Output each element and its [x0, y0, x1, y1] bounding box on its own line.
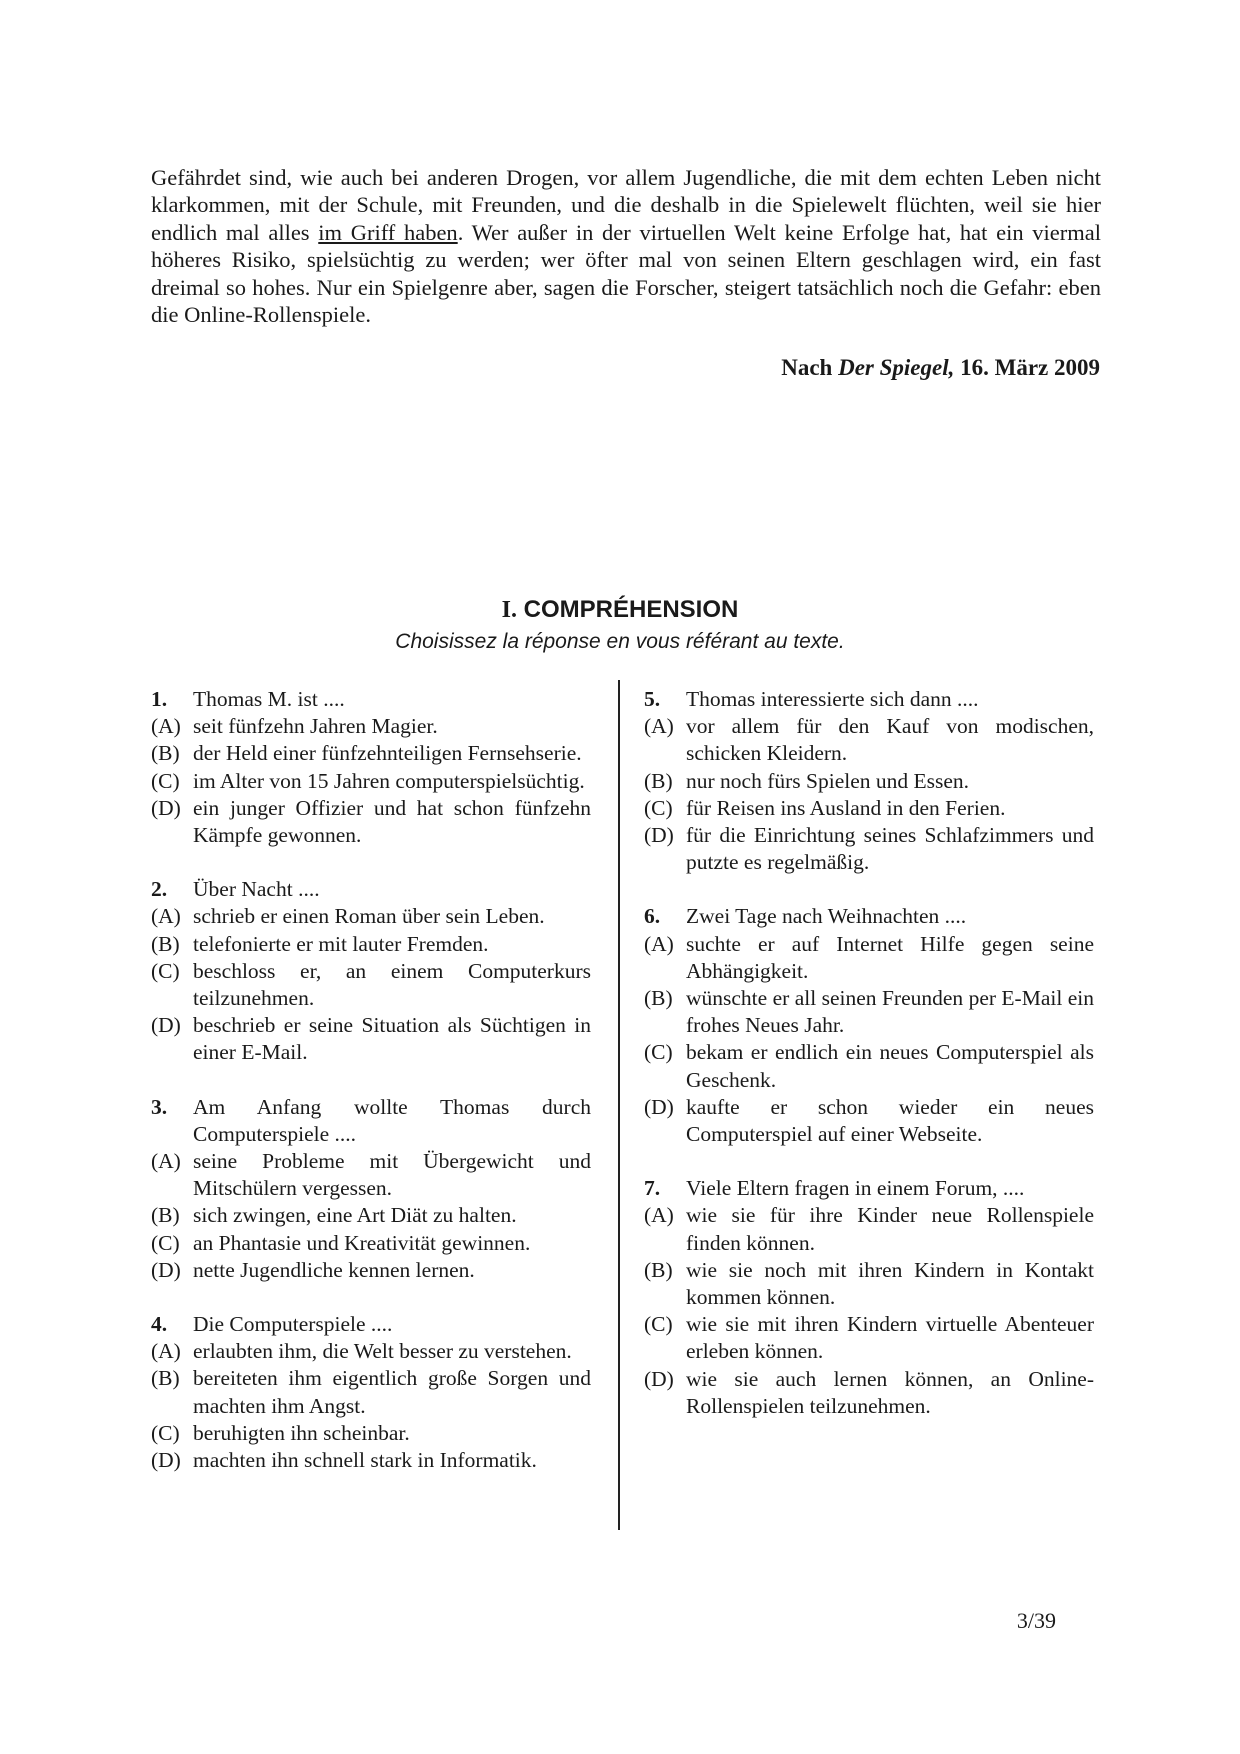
option-label: (C) [151, 958, 180, 983]
question-stem: Viele Eltern fragen in einem Forum, .... [686, 1176, 1025, 1201]
question-4 [151, 1311, 591, 1474]
question-3 [151, 1094, 591, 1284]
option-text: sich zwingen, eine Art Diät zu halten. [193, 1203, 517, 1228]
answer-option [644, 1039, 1094, 1093]
option-label: (A) [151, 714, 181, 739]
answer-option [151, 1202, 591, 1229]
option-label: (A) [151, 1149, 181, 1174]
question-5 [644, 686, 1094, 876]
option-label: (B) [644, 1257, 673, 1282]
option-label: (C) [644, 795, 673, 820]
question-stem: Über Nacht .... [193, 877, 320, 902]
option-text: erlaubten ihm, die Welt besser zu verstehen. [193, 1339, 572, 1364]
answer-option [644, 768, 1094, 795]
option-text: kaufte er schon wieder ein neues Computerspiel auf einer Webseite. [686, 1094, 1094, 1147]
option-label: (B) [151, 1203, 180, 1228]
option-text: für Reisen ins Ausland in den Ferien. [686, 795, 1006, 820]
option-label: (B) [644, 986, 673, 1011]
question-number: 6. [644, 904, 661, 929]
option-text: bereiteten ihm eigentlich große Sorgen und machten ihm Angst. [193, 1366, 591, 1418]
option-text: machten ihn schnell stark in Informatik. [193, 1448, 537, 1473]
option-text: wie sie für ihre Kinder neue Rollenspiele finden können. [686, 1203, 1094, 1255]
question-stem: Am Anfang wollte Thomas durch Computerspiele .... [193, 1094, 591, 1146]
answer-option [151, 1365, 591, 1419]
answer-option [151, 740, 591, 767]
option-text: der Held einer fünfzehnteiligen Fernsehserie. [193, 741, 582, 766]
option-text: suchte er auf Internet Hilfe gegen seine Abhängigkeit. [686, 931, 1094, 983]
option-label: (B) [151, 741, 180, 766]
answer-option [644, 1094, 1094, 1148]
question-stem: Thomas M. ist .... [193, 687, 345, 711]
answer-option [151, 768, 591, 795]
source-publication: Der Spiegel, [838, 355, 955, 380]
intro-underlined-phrase: im Griff haben [318, 219, 458, 245]
answer-option [151, 713, 591, 740]
question-stem: Thomas interessierte sich dann .... [686, 687, 979, 711]
question-number: 5. [644, 687, 661, 711]
answer-option [644, 1311, 1094, 1365]
option-label: (A) [151, 1339, 181, 1364]
option-text: ein junger Offizier und hat schon fünfzehn Kämpfe gewonnen. [193, 795, 591, 848]
option-text: wie sie noch mit ihren Kindern in Kontakt kommen können. [686, 1257, 1094, 1310]
option-label: (C) [151, 1230, 180, 1255]
answer-option [151, 1447, 591, 1474]
intro-text-before: Gefährdet sind, wie auch bei anderen Drogen, vor allem Jugendliche, die mit dem echten Leben nicht klarkommen, mit der Schule, mit Freunden, und die deshalb in die Spielewelt flüchten, weil sie hier endlich mal alles [151, 165, 1101, 245]
option-text: nette Jugendliche kennen lernen. [193, 1257, 475, 1282]
option-label: (B) [644, 768, 673, 793]
option-text: beschrieb er seine Situation als Süchtigen in einer E-Mail. [193, 1013, 591, 1065]
page-number: 3/39 [1016, 1608, 1056, 1633]
question-number: 2. [151, 877, 168, 902]
question-number: 1. [151, 687, 168, 711]
source-prefix: Nach [781, 355, 839, 380]
option-label: (C) [151, 1420, 180, 1445]
option-text: schrieb er einen Roman über sein Leben. [193, 904, 545, 929]
option-text: seine Probleme mit Übergewicht und Mitschülern vergessen. [193, 1149, 591, 1201]
option-label: (D) [151, 1448, 181, 1473]
answer-option [644, 713, 1094, 767]
option-text: wie sie auch lernen können, an Online-Rollenspielen teilzunehmen. [686, 1366, 1094, 1418]
option-text: wie sie mit ihren Kindern virtuelle Abenteuer erleben können. [686, 1312, 1094, 1364]
question-6 [644, 903, 1094, 1148]
option-text: beruhigten ihn scheinbar. [193, 1420, 410, 1445]
answer-option [644, 931, 1094, 985]
answer-option [151, 903, 591, 930]
option-label: (A) [644, 1203, 674, 1228]
option-label: (D) [644, 1366, 674, 1391]
answer-option [151, 931, 591, 958]
option-label: (D) [151, 1013, 181, 1038]
answer-option [151, 1012, 591, 1066]
option-label: (D) [644, 823, 674, 848]
option-label: (C) [644, 1040, 673, 1065]
answer-option [151, 1148, 591, 1202]
option-text: für die Einrichtung seines Schlafzimmers und putzte es regelmäßig. [686, 823, 1094, 875]
section-title-text: COMPRÉHENSION [516, 596, 739, 623]
intro-paragraph [151, 164, 1101, 328]
option-label: (A) [644, 714, 674, 739]
answer-option [644, 1257, 1094, 1311]
questions-left-column [151, 686, 591, 1501]
answer-option [151, 1230, 591, 1257]
option-label: (D) [644, 1094, 674, 1119]
question-stem: Zwei Tage nach Weihnachten .... [686, 904, 967, 929]
option-label: (D) [151, 1257, 181, 1282]
option-text: wünschte er all seinen Freunden per E-Mail ein frohes Neues Jahr. [686, 986, 1094, 1038]
question-1 [151, 686, 591, 849]
option-text: vor allem für den Kauf von modischen, schicken Kleidern. [686, 714, 1094, 766]
answer-option [151, 1420, 591, 1447]
questions-right-column [644, 686, 1094, 1447]
answer-option [644, 1366, 1094, 1420]
option-label: (C) [644, 1312, 673, 1337]
answer-option [151, 1338, 591, 1365]
option-text: seit fünfzehn Jahren Magier. [193, 714, 438, 739]
question-number: 4. [151, 1312, 168, 1337]
answer-option [644, 795, 1094, 822]
column-divider [618, 680, 620, 1530]
option-label: (A) [151, 904, 181, 929]
question-2 [151, 876, 591, 1066]
option-text: nur noch fürs Spielen und Essen. [686, 768, 970, 793]
option-label: (A) [644, 931, 674, 956]
answer-option [644, 822, 1094, 876]
option-label: (C) [151, 768, 180, 793]
option-text: im Alter von 15 Jahren computerspielsüchtig. [193, 768, 585, 793]
source-date: 16. März 2009 [954, 355, 1100, 380]
section-number: I. [501, 597, 517, 623]
section-subtitle: Choisissez la réponse en vous référant au texte. [395, 630, 845, 653]
option-text: beschloss er, an einem Computerkurs teilzunehmen. [193, 958, 591, 1011]
answer-option [644, 1202, 1094, 1256]
answer-option [151, 1257, 591, 1284]
question-stem: Die Computerspiele .... [193, 1312, 393, 1337]
source-citation [781, 355, 1100, 381]
question-7 [644, 1175, 1094, 1420]
answer-option [644, 985, 1094, 1039]
answer-option [151, 795, 591, 849]
option-text: bekam er endlich ein neues Computerspiel als Geschenk. [686, 1040, 1094, 1092]
question-number: 3. [151, 1094, 168, 1119]
option-label: (B) [151, 1366, 180, 1391]
question-number: 7. [644, 1176, 661, 1201]
option-text: telefonierte er mit lauter Fremden. [193, 931, 489, 956]
option-label: (D) [151, 795, 181, 820]
option-text: an Phantasie und Kreativität gewinnen. [193, 1230, 531, 1255]
intro-text-after: . Wer außer in der virtuellen Welt keine Erfolge hat, hat ein viermal höheres Risiko, spielsüchtig zu werden; wer öfter mal von seinen Eltern geschlagen wird, ein fast dreimal so hohes. Nur ein Spielgenre aber, sagen die Forscher, steigert tatsächlich noch die Gefahr: eben die Online-Rollenspiele. [151, 219, 1101, 328]
option-label: (B) [151, 931, 180, 956]
section-title [0, 596, 1240, 624]
answer-option [151, 958, 591, 1012]
